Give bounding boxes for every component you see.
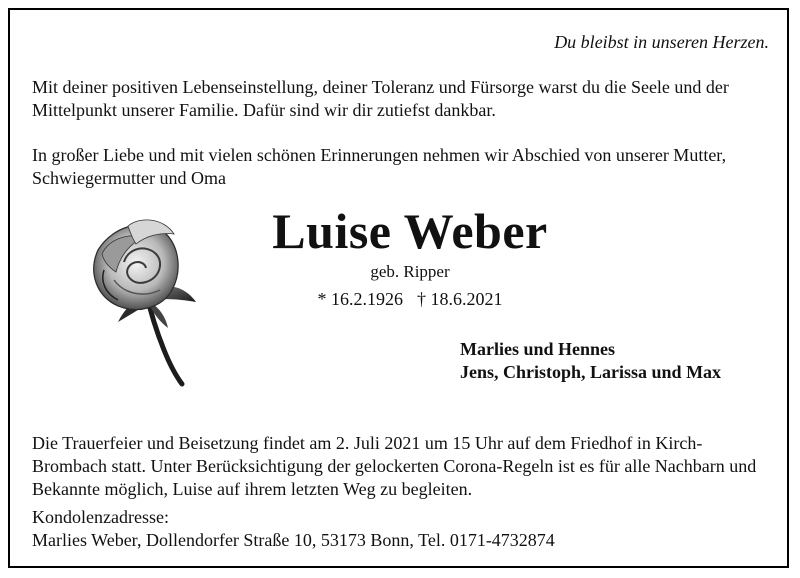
deceased-name: Luise Weber (272, 203, 548, 259)
maiden-name: geb. Ripper (370, 262, 450, 281)
condolence-address: Marlies Weber, Dollendorfer Straße 10, 53173 Bonn, Tel. 0171-4732874 (32, 530, 555, 550)
farewell-paragraph: In großer Liebe und mit vielen schönen Erinnerungen nehmen wir Abschied von unserer Mutter, Schwiegermutter und Oma (32, 145, 727, 188)
funeral-paragraph: Die Trauerfeier und Beisetzung findet am 2. Juli 2021 um 15 Uhr auf dem Friedhof in Kirch-Brombach statt. Unter Berücksichtigung der gelockerten Corona-Regeln ist es für alle Nachbarn und Bekannte möglich, Luise auf ihrem letzten Weg zu begleiten. (32, 433, 757, 499)
mourners (460, 338, 721, 384)
motto: Du bleibst in unseren Herzen. (554, 32, 769, 52)
death-date: † 18.6.2021 (417, 289, 503, 309)
rose-icon (84, 210, 209, 388)
birth-date: * 16.2.1926 (317, 289, 403, 309)
life-dates (200, 289, 620, 310)
mourner-line: Jens, Christoph, Larissa und Max (460, 362, 722, 382)
obituary-notice (8, 8, 789, 568)
mourner-line: Marlies und Hennes (460, 339, 616, 359)
intro-paragraph: Mit deiner positiven Lebenseinstellung, deiner Toleranz und Fürsorge warst du die Seele und der Mittelpunkt unserer Familie. Dafür sind wir dir zutiefst dankbar. (32, 77, 729, 120)
condolence-label: Kondolenzadresse: (32, 507, 169, 527)
